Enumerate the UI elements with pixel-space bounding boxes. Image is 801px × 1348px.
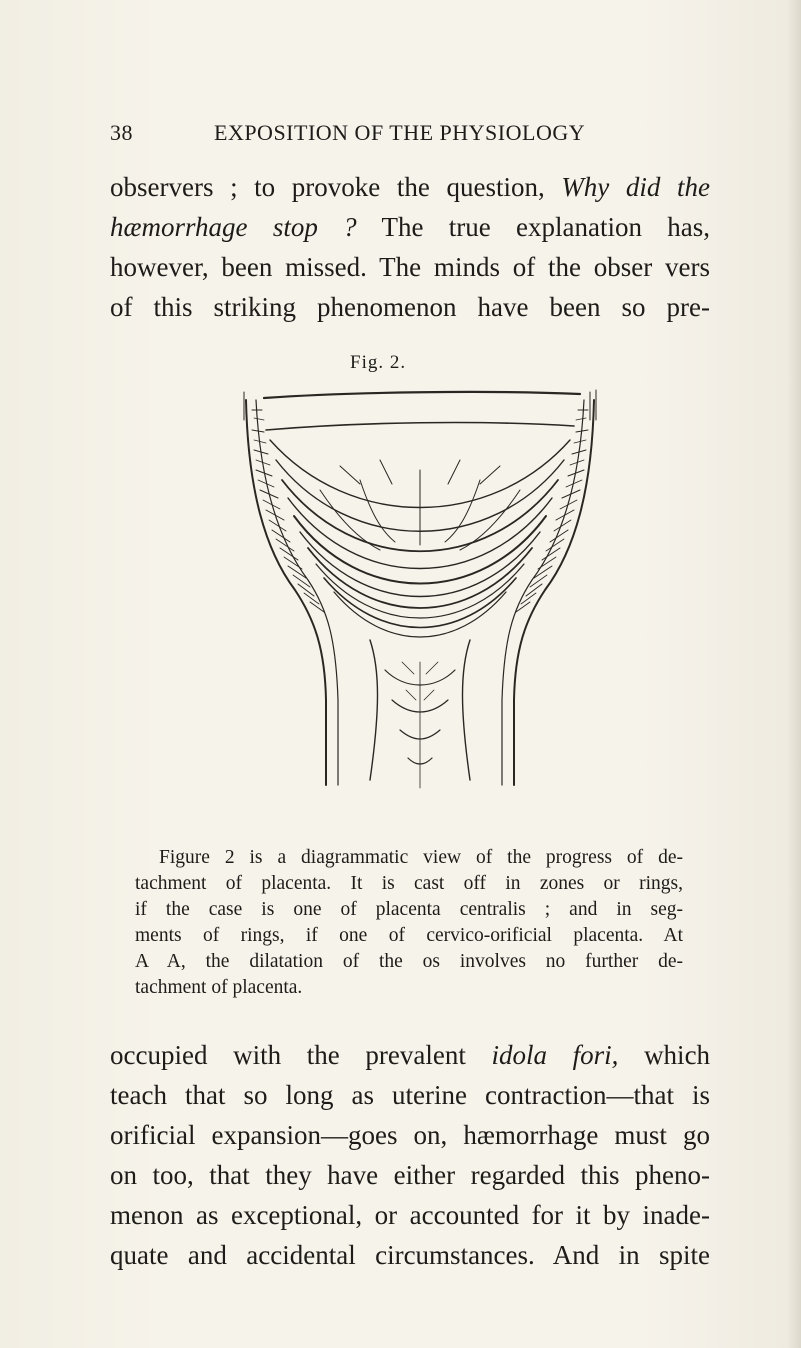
top-paragraph	[110, 167, 710, 327]
figure-label: Fig. 2.	[350, 352, 407, 373]
running-head	[110, 120, 710, 150]
italic-text: idola fori,	[491, 1040, 619, 1070]
text-span: occupied with the prevalent	[110, 1040, 466, 1070]
page-number: 38	[110, 120, 133, 145]
text-span: The true explanation has,	[381, 212, 711, 242]
italic-text: Why did the	[561, 172, 710, 202]
caption-line: tachment of placenta.	[135, 977, 303, 998]
bottom-paragraph	[110, 1035, 710, 1275]
text-line	[110, 167, 710, 207]
text-line	[110, 1035, 710, 1075]
placenta-diagram-svg	[230, 370, 610, 800]
text-span: observers ; to provoke the question,	[110, 172, 545, 202]
text-line: quate and accidental circumstances. And in spite	[110, 1240, 710, 1270]
text-line: on too, that they have either regarded this pheno-	[110, 1160, 710, 1190]
page-edge-shadow	[787, 0, 801, 1348]
italic-text: hæmorrhage stop ?	[110, 212, 357, 242]
caption-line: tachment of placenta. It is cast off in zones or rings,	[135, 873, 683, 894]
text-line	[110, 207, 710, 247]
caption-line: A A, the dilatation of the os involves no further de-	[135, 951, 683, 972]
figure-caption	[135, 845, 683, 1001]
placenta-diagram	[230, 370, 610, 800]
caption-line: ments of rings, if one of cervico-orificial placenta. At	[135, 925, 683, 946]
caption-line: Figure 2 is a diagrammatic view of the progress of de-	[159, 847, 683, 868]
text-line: menon as exceptional, or accounted for it by inade-	[110, 1200, 710, 1230]
text-span: which	[644, 1040, 711, 1070]
text-line: however, been missed. The minds of the obser vers	[110, 252, 710, 282]
running-title: EXPOSITION OF THE PHYSIOLOGY	[214, 120, 586, 145]
text-line: of this striking phenomenon have been so pre-	[110, 292, 710, 322]
text-line: teach that so long as uterine contraction—that is	[110, 1080, 710, 1110]
caption-line: if the case is one of placenta centralis ; and in seg-	[135, 899, 683, 920]
text-line: orificial expansion—goes on, hæmorrhage must go	[110, 1120, 710, 1150]
